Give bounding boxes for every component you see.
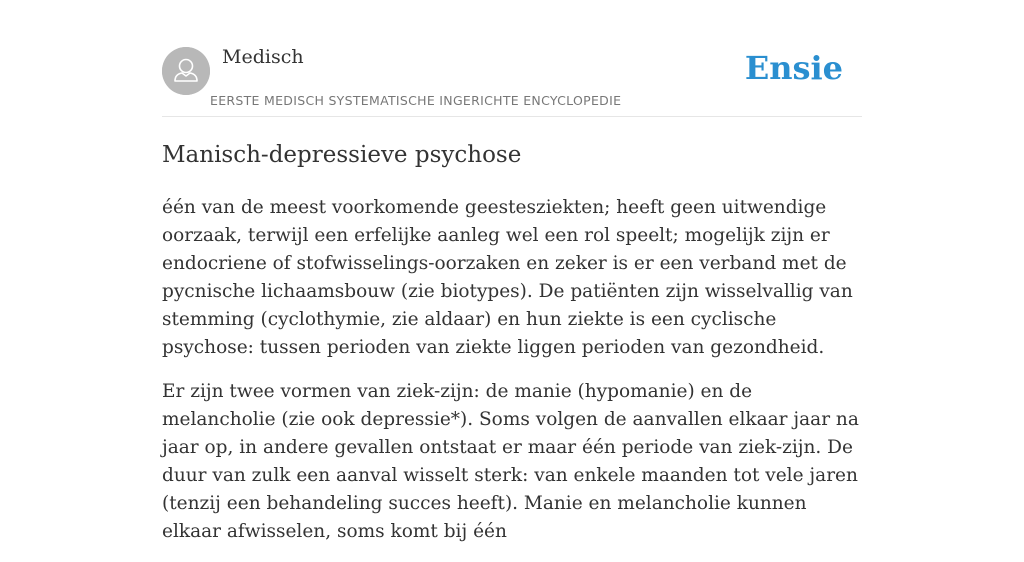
article-paragraph-1: één van de meest voorkomende geestesziekten; heeft geen uitwendige oorzaak, terwijl een erfelijke aanleg wel een rol speelt; mogelijk zijn er endocriene of stofwisselings-oorzaken en zeker is er een verband met de pycnische lichaamsbouw (zie biotypes). De patiënten zijn wisselvallig van stemming (cyclothymie, zie aldaar) en hun ziekte is een cyclische psychose: tussen perioden van ziekte liggen perioden van gezondheid.	[162, 197, 853, 358]
article	[162, 138, 862, 562]
ensie-logo[interactable]: Ensie	[744, 49, 843, 87]
article-paragraph-2: Er zijn twee vormen van ziek-zijn: de manie (hypomanie) en de melancholie (zie ook depressie*). Soms volgen de aanvallen elkaar jaar na jaar op, in andere gevallen ontstaat er maar één periode van ziek-zijn. De duur van zulk een aanval wisselt sterk: van enkele maanden tot vele jaren (tenzij een behandeling succes heeft). Manie en melancholie kunnen elkaar afwisselen, soms komt bij één	[162, 381, 859, 542]
site-header	[162, 0, 862, 117]
site-name[interactable]: Medisch	[222, 46, 304, 68]
article-title: Manisch-depressieve psychose	[162, 142, 522, 168]
avatar-graphic	[162, 47, 210, 95]
user-silhouette-icon[interactable]	[162, 47, 210, 95]
site-tagline: EERSTE MEDISCH SYSTEMATISCHE INGERICHTE ENCYCLOPEDIE	[210, 93, 622, 108]
